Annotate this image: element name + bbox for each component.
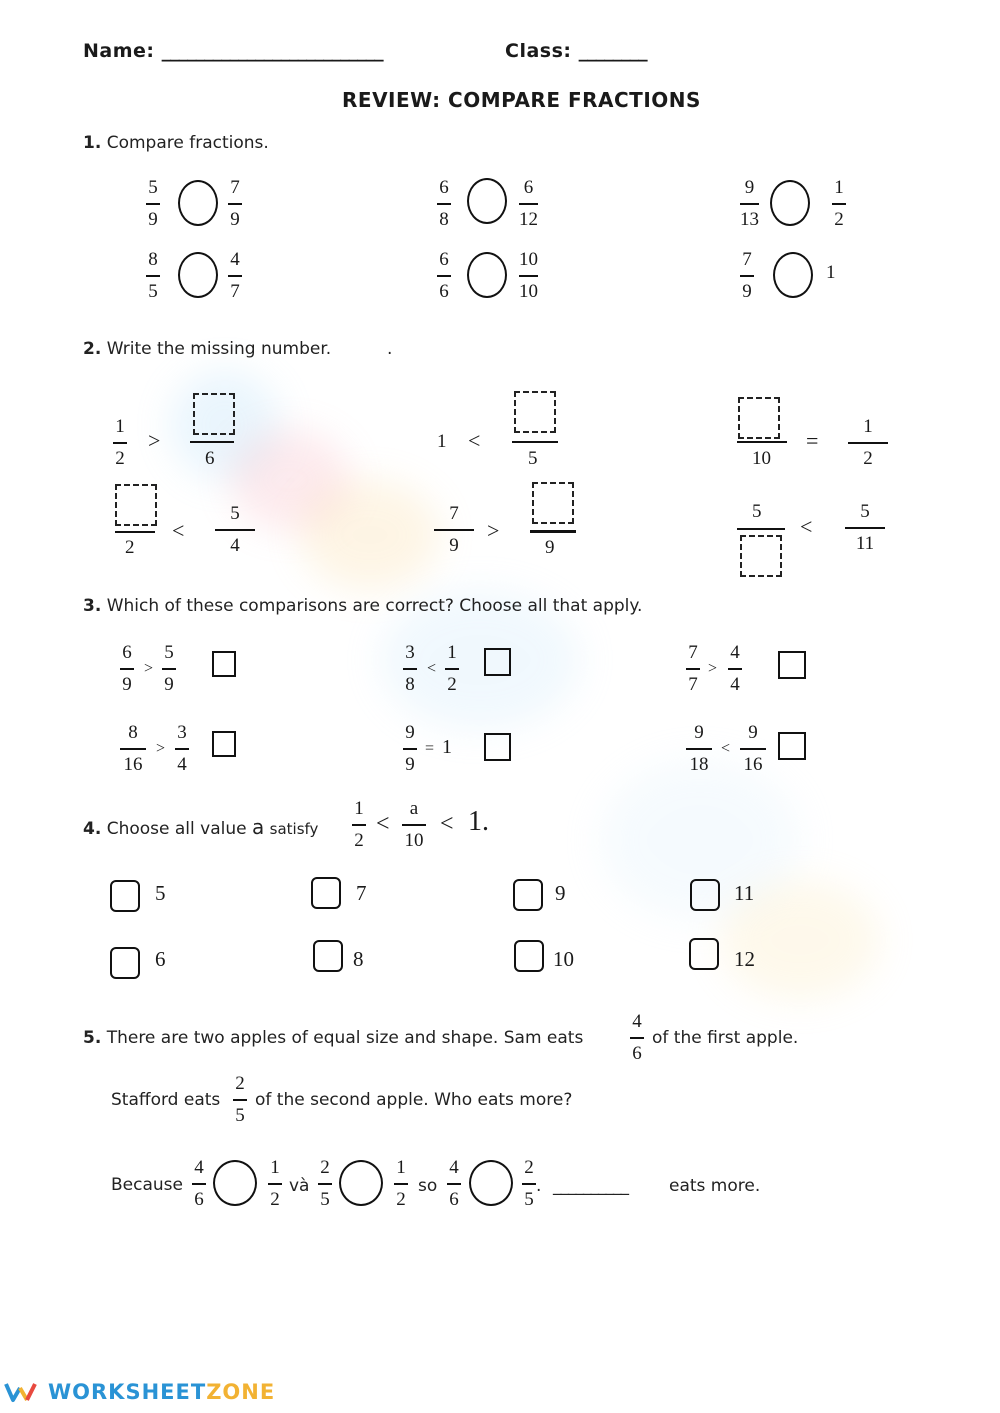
missing-number-box[interactable] xyxy=(514,391,556,433)
fraction-bar xyxy=(190,441,234,443)
name-blank[interactable]: __________________________ xyxy=(161,40,383,62)
answer-checkbox[interactable] xyxy=(484,733,511,761)
fraction: 1 2 xyxy=(832,177,846,231)
fraction: 1 2 xyxy=(268,1157,282,1211)
answer-checkbox[interactable] xyxy=(778,732,806,760)
fraction: 6 9 xyxy=(120,642,134,696)
q2-number: 2. xyxy=(83,339,102,359)
operator: < xyxy=(721,740,731,757)
fraction: 2 5 xyxy=(318,1157,332,1211)
fraction: 9 9 xyxy=(403,722,417,776)
q1-prompt: Compare fractions. xyxy=(106,133,269,153)
operator: < xyxy=(440,811,454,837)
fraction: 4 6 xyxy=(447,1157,461,1211)
q4-variable: a xyxy=(251,815,265,839)
fraction: 8 5 xyxy=(146,249,160,303)
option-checkbox-11[interactable] xyxy=(690,879,720,911)
option-label: 7 xyxy=(356,881,367,905)
missing-number-box[interactable] xyxy=(740,535,782,577)
fraction: 6 6 xyxy=(437,249,451,303)
whole-number: 1 xyxy=(437,431,447,452)
option-checkbox-12[interactable] xyxy=(689,938,719,970)
fraction-bar xyxy=(737,528,785,530)
whole-number: 1 xyxy=(826,262,836,283)
fraction: 9 13 xyxy=(740,177,759,230)
operator: < xyxy=(376,811,390,837)
compare-circle[interactable] xyxy=(213,1160,257,1206)
operator: > xyxy=(148,428,161,453)
fraction: 9 18 xyxy=(686,722,712,776)
missing-number-box[interactable] xyxy=(115,484,157,526)
so-word: so xyxy=(418,1176,438,1196)
fraction: 4 4 xyxy=(728,642,742,696)
operator: > xyxy=(144,660,154,677)
numerator: 5 xyxy=(752,501,762,522)
q5-line-2a: Stafford eats xyxy=(111,1090,221,1110)
operator: > xyxy=(487,518,500,543)
answer-checkbox[interactable] xyxy=(778,651,806,679)
answer-blank[interactable]: __________ xyxy=(553,1176,628,1196)
fraction: 2 5 xyxy=(522,1157,536,1211)
denominator: 6 xyxy=(205,448,215,469)
option-label: 6 xyxy=(155,947,166,971)
q5-number: 5. xyxy=(83,1028,102,1048)
q1-heading xyxy=(83,133,269,153)
class-label: Class: xyxy=(505,40,572,62)
q3-number: 3. xyxy=(83,596,102,616)
denominator: 5 xyxy=(528,448,538,469)
compare-circle[interactable] xyxy=(773,252,813,298)
missing-number-box[interactable] xyxy=(193,393,235,435)
w-logo-icon xyxy=(4,1381,38,1403)
fraction-bar xyxy=(115,531,155,533)
fraction-bar xyxy=(512,441,558,443)
va-word: và xyxy=(289,1176,310,1196)
fraction: 5 9 xyxy=(146,177,160,231)
watermark-blob xyxy=(300,480,440,590)
fraction: 3 4 xyxy=(175,722,189,776)
compare-circle[interactable] xyxy=(469,1160,513,1206)
option-label: 12 xyxy=(734,947,755,971)
q5-line-1a xyxy=(83,1028,583,1048)
option-label: 11 xyxy=(734,881,755,905)
compare-circle[interactable] xyxy=(178,180,218,226)
operator: > xyxy=(156,740,166,757)
operator: < xyxy=(427,660,437,677)
operator: < xyxy=(172,518,185,543)
class-blank[interactable]: ________ xyxy=(578,40,647,62)
q1-number: 1. xyxy=(83,133,102,153)
fraction-sam: 4 6 xyxy=(630,1011,644,1065)
fraction: 5 4 xyxy=(215,503,255,557)
operator: > xyxy=(708,660,718,677)
fraction: a 10 xyxy=(402,798,426,852)
operator: = xyxy=(425,740,435,757)
option-checkbox-7[interactable] xyxy=(311,877,341,909)
answer-checkbox[interactable] xyxy=(212,731,236,757)
fraction: 1 2 xyxy=(394,1157,408,1211)
name-field[interactable] xyxy=(83,40,383,62)
answer-checkbox[interactable] xyxy=(484,648,511,676)
fraction: 6 8 xyxy=(437,177,451,231)
operator: < xyxy=(468,428,481,453)
denominator: 2 xyxy=(125,537,135,558)
fraction: 1 2 xyxy=(113,416,127,470)
q3-prompt: Which of these comparisons are correct? Choose all that apply. xyxy=(106,596,643,616)
option-checkbox-9[interactable] xyxy=(513,879,543,911)
fraction: 7 7 xyxy=(686,642,700,696)
fraction: 10 10 xyxy=(519,249,538,302)
q4-number: 4. xyxy=(83,819,102,839)
option-checkbox-8[interactable] xyxy=(313,940,343,972)
compare-circle[interactable] xyxy=(770,180,810,226)
logo-text-zone: ZONE xyxy=(206,1380,276,1404)
class-field[interactable] xyxy=(505,40,647,62)
inequality-end: 1. xyxy=(468,806,489,837)
q5-line-2b: of the second apple. Who eats more? xyxy=(255,1090,573,1110)
q5-line-1b: of the first apple. xyxy=(652,1028,799,1048)
option-checkbox-5[interactable] xyxy=(110,880,140,912)
missing-number-box[interactable] xyxy=(532,482,574,524)
operator: = xyxy=(806,428,819,453)
compare-circle[interactable] xyxy=(178,252,218,298)
page-title: REVIEW: COMPARE FRACTIONS xyxy=(342,88,701,112)
fraction: 7 9 xyxy=(434,503,474,557)
q3-heading xyxy=(83,596,642,616)
option-checkbox-10[interactable] xyxy=(514,940,544,972)
fraction: 1 2 xyxy=(848,416,888,470)
q4-heading xyxy=(83,815,318,839)
fraction: 7 9 xyxy=(740,249,754,303)
operator: < xyxy=(800,514,813,539)
compare-circle[interactable] xyxy=(467,178,507,224)
compare-circle[interactable] xyxy=(339,1160,383,1206)
eats-more-text: eats more. xyxy=(669,1176,761,1196)
fraction: 6 12 xyxy=(519,177,538,230)
denominator: 9 xyxy=(545,537,555,558)
fraction: 7 9 xyxy=(228,177,242,231)
fraction-stafford: 2 5 xyxy=(233,1073,247,1127)
option-label: 10 xyxy=(553,947,574,971)
fraction: 3 8 xyxy=(403,642,417,696)
fraction-bar xyxy=(737,441,787,443)
name-label: Name: xyxy=(83,40,155,62)
logo-text-worksheet: WORKSHEET xyxy=(48,1380,207,1404)
fraction: 5 11 xyxy=(845,501,885,555)
fraction: 1 2 xyxy=(352,798,366,852)
worksheetzone-logo xyxy=(4,1380,275,1404)
option-checkbox-6[interactable] xyxy=(110,947,140,979)
q5-text: There are two apples of equal size and shape. Sam eats xyxy=(106,1028,584,1048)
period: . xyxy=(536,1176,542,1196)
because-label: Because xyxy=(111,1175,183,1195)
option-label: 8 xyxy=(353,947,364,971)
fraction: 4 7 xyxy=(228,249,242,303)
option-label: 5 xyxy=(155,881,166,905)
fraction-bar xyxy=(530,530,576,533)
denominator: 10 xyxy=(752,448,771,469)
fraction: 1 2 xyxy=(445,642,459,696)
option-label: 9 xyxy=(555,881,566,905)
missing-number-box[interactable] xyxy=(738,397,780,439)
q4-prompt-2: satisfy xyxy=(269,820,319,838)
answer-checkbox[interactable] xyxy=(212,651,236,677)
fraction: 5 9 xyxy=(162,642,176,696)
q2-heading xyxy=(83,339,331,359)
q4-prompt: Choose all value xyxy=(106,819,247,839)
fraction: 4 6 xyxy=(192,1157,206,1211)
compare-circle[interactable] xyxy=(467,252,507,298)
whole-number: 1 xyxy=(442,736,452,758)
stray-dot: . xyxy=(387,339,393,359)
fraction: 8 16 xyxy=(120,722,146,776)
fraction: 9 16 xyxy=(740,722,766,776)
q2-prompt: Write the missing number. xyxy=(106,339,332,359)
